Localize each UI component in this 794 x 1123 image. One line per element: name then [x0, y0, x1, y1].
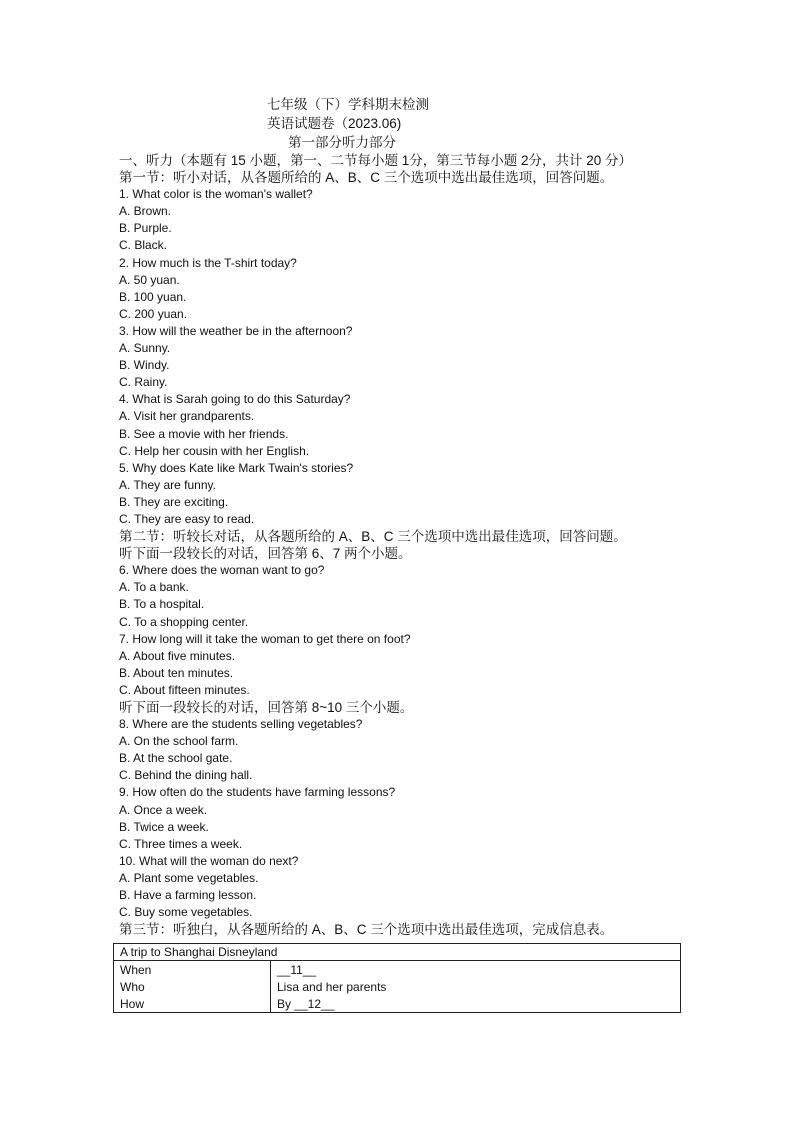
option-c: C. Three times a week. — [119, 836, 243, 851]
question-text: 2. How much is the T-shirt today? — [119, 255, 297, 270]
part1-instruction: 第一节：听小对话，从各题所给的 A、B、C 三个选项中选出最佳选项，回答问题。 — [119, 170, 614, 186]
option-b: B. At the school gate. — [119, 751, 233, 766]
option-c: C. Buy some vegetables. — [119, 905, 253, 920]
row-label-who: Who — [114, 978, 271, 995]
option-c: C. Help her cousin with her English. — [119, 443, 310, 458]
option-a: A. Visit her grandparents. — [119, 409, 255, 424]
option-c: C. They are easy to read. — [119, 511, 255, 526]
option-a: A. On the school farm. — [119, 734, 239, 749]
exam-subtitle: 英语试题卷（2023.06) — [267, 116, 402, 131]
option-c: C. About fifteen minutes. — [119, 682, 250, 697]
row-label-when: When — [114, 961, 271, 979]
row-value-how: By __12__ — [271, 995, 681, 1013]
question-9 — [119, 784, 719, 852]
exam-title: 七年级（下）学科期末检测 — [267, 97, 429, 112]
dialog-instruction-8-10: 听下面一段较长的对话，回答第 8~10 三个小题。 — [119, 700, 414, 715]
question-text: 1. What color is the woman's wallet? — [119, 187, 313, 202]
question-5 — [119, 460, 719, 528]
option-c: C. 200 yuan. — [119, 306, 188, 321]
row-value-who: Lisa and her parents — [271, 978, 681, 995]
question-text: 3. How will the weather be in the afternoon? — [119, 323, 353, 338]
option-b: B. Have a farming lesson. — [119, 888, 257, 903]
info-table-row — [114, 978, 681, 995]
info-table-row — [114, 995, 681, 1013]
option-c: C. Behind the dining hall. — [119, 768, 253, 783]
info-table-title: A trip to Shanghai Disneyland — [114, 944, 681, 961]
option-b: B. See a movie with her friends. — [119, 426, 289, 441]
question-4 — [119, 391, 719, 459]
option-b: B. 100 yuan. — [119, 289, 187, 304]
option-a: A. About five minutes. — [119, 648, 236, 663]
part2-instruction: 第二节：听较长对话，从各题所给的 A、B、C 三个选项中选出最佳选项，回答问题。 — [119, 529, 627, 545]
part-title: 第一部分听力部分 — [288, 135, 396, 150]
option-a: A. Sunny. — [119, 341, 171, 356]
option-b: B. Purple. — [119, 221, 172, 236]
question-text: 7. How long will it take the woman to get there on foot? — [119, 631, 411, 646]
question-7 — [119, 631, 719, 699]
question-2 — [119, 255, 719, 323]
option-c: C. Rainy. — [119, 375, 168, 390]
option-c: C. To a shopping center. — [119, 614, 249, 629]
listening-section — [119, 152, 719, 938]
info-table — [113, 943, 681, 1013]
question-text: 10. What will the woman do next? — [119, 853, 299, 868]
question-6 — [119, 562, 719, 630]
row-value-when: __11__ — [271, 961, 681, 979]
option-b: B. Twice a week. — [119, 819, 209, 834]
option-b: B. About ten minutes. — [119, 665, 234, 680]
question-text: 8. Where are the students selling vegetables? — [119, 717, 363, 732]
option-b: B. They are exciting. — [119, 494, 229, 509]
option-a: A. 50 yuan. — [119, 272, 180, 287]
question-10 — [119, 853, 719, 921]
question-text: 6. Where does the woman want to go? — [119, 563, 325, 578]
question-text: 9. How often do the students have farming lessons? — [119, 785, 396, 800]
section-heading: 一、听力（本题有 15 小题，第一、二节每小题 1分，第三节每小题 2分，共计 20 分） — [119, 153, 633, 168]
question-text: 4. What is Sarah going to do this Saturday? — [119, 392, 351, 407]
option-b: B. To a hospital. — [119, 597, 205, 612]
option-a: A. Plant some vegetables. — [119, 870, 259, 885]
row-label-how: How — [114, 995, 271, 1013]
option-c: C. Black. — [119, 238, 168, 253]
question-text: 5. Why does Kate like Mark Twain's stories? — [119, 460, 354, 475]
question-8 — [119, 716, 719, 784]
info-table-title-row — [114, 944, 681, 961]
dialog-instruction-6-7: 听下面一段较长的对话，回答第 6、7 两个小题。 — [119, 546, 412, 562]
question-1 — [119, 186, 719, 254]
option-a: A. To a bank. — [119, 580, 189, 595]
option-b: B. Windy. — [119, 358, 170, 373]
option-a: A. Once a week. — [119, 802, 208, 817]
info-table-row — [114, 961, 681, 979]
option-a: A. They are funny. — [119, 477, 216, 492]
option-a: A. Brown. — [119, 204, 172, 219]
question-3 — [119, 323, 719, 391]
part3-instruction: 第三节：听独白，从各题所给的 A、B、C 三个选项中选出最佳选项，完成信息表。 — [119, 922, 614, 938]
